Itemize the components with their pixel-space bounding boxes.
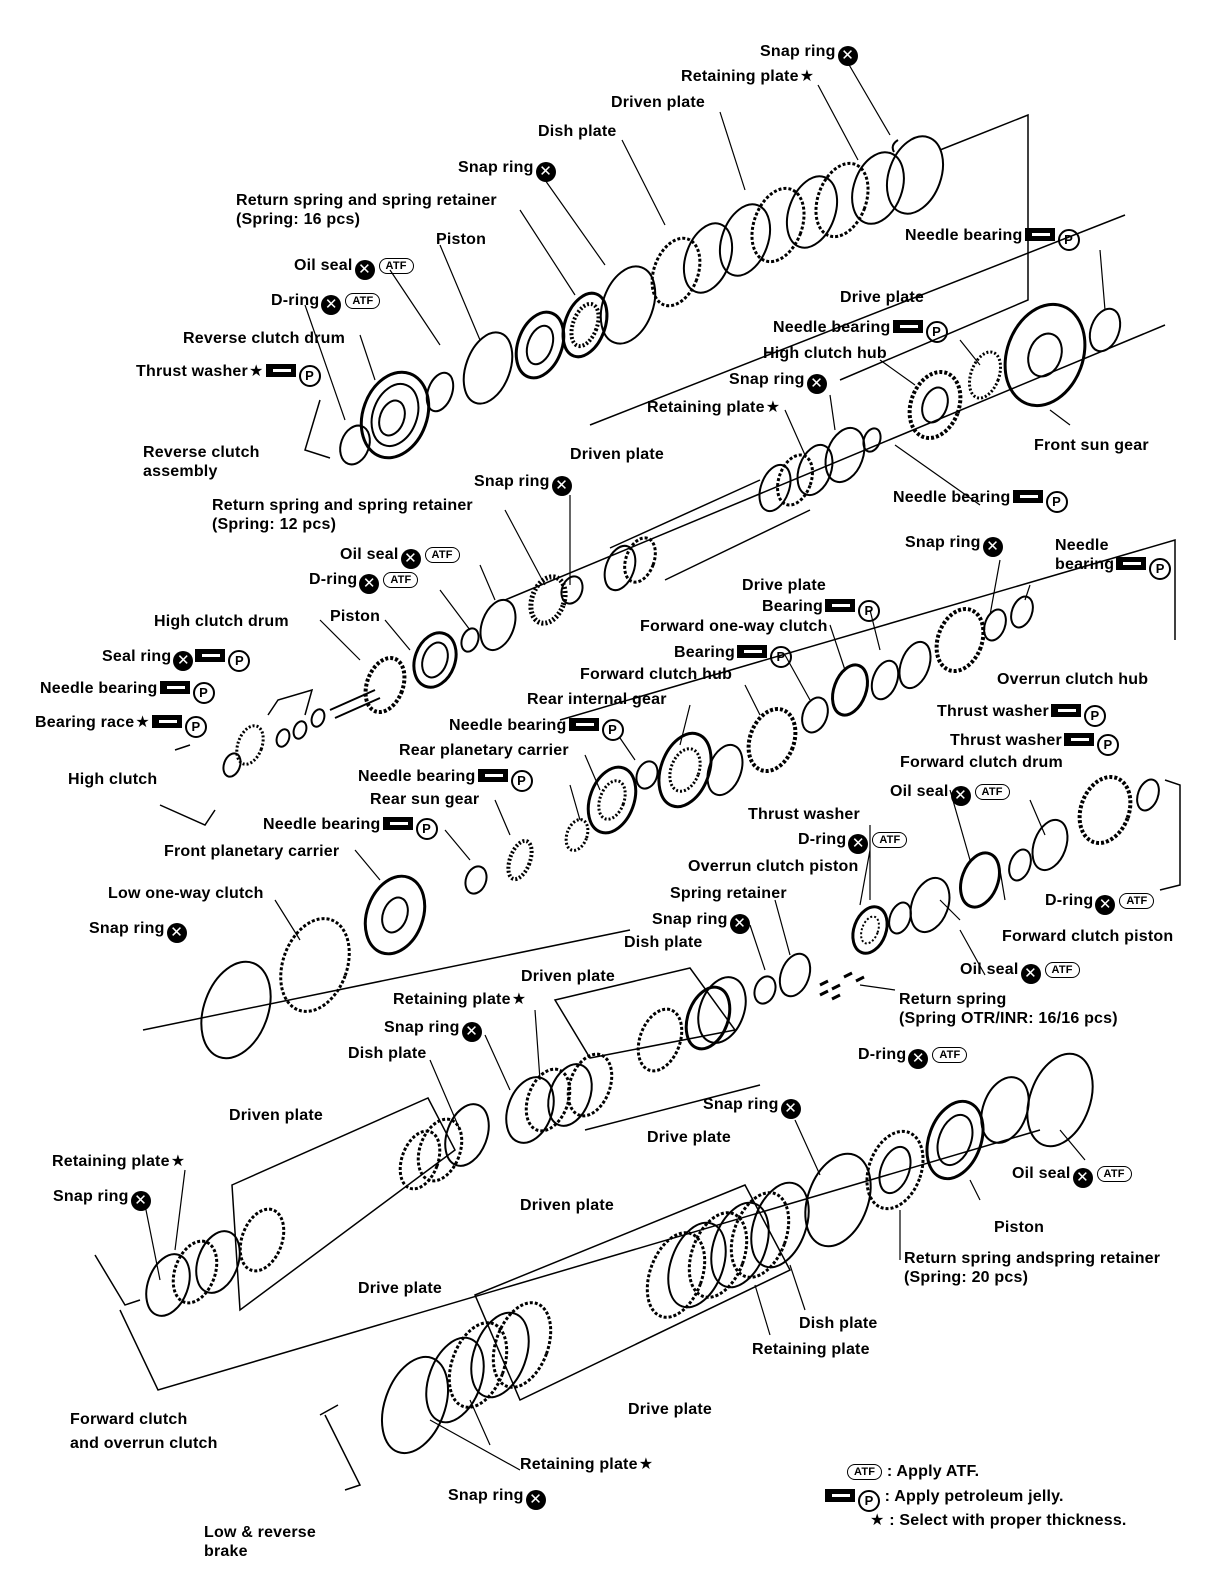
x-circle-icon: ✕ — [781, 1099, 801, 1119]
label-snap-ring-10: Snap ring ✕ — [53, 1187, 151, 1211]
label-oil-seal-4: Oil seal ✕ ATF — [960, 960, 1080, 984]
label-needle-bearing-8: Needle bearing P — [263, 815, 438, 840]
label-snap-ring-9: Snap ring ✕ — [703, 1095, 801, 1119]
label-overrun-clutch-piston: Overrun clutch piston — [688, 858, 859, 875]
x-circle-icon: ✕ — [401, 549, 421, 569]
circled-p-icon: P — [1097, 734, 1119, 756]
label-needle-bearing-3: Needle bearing P — [893, 488, 1068, 513]
label-needle-bearing-1: Needle bearing P — [905, 226, 1080, 251]
label-d-ring-1: D-ring ✕ ATF — [271, 291, 380, 315]
label-needle-bearing-2: Needle bearing P — [773, 318, 948, 343]
label-forward-overrun: Forward clutch and overrun clutch — [70, 1411, 218, 1452]
atf-oval-icon: ATF — [932, 1047, 967, 1063]
x-circle-icon: ✕ — [167, 923, 187, 943]
circled-p-icon: P — [858, 600, 880, 622]
label-thrust-washer-4: Thrust washer — [748, 806, 860, 823]
atf-oval-icon: ATF — [383, 572, 418, 588]
x-circle-icon: ✕ — [951, 786, 971, 806]
label-driven-plate-5: Driven plate — [520, 1197, 614, 1214]
label-reverse-clutch-drum: Reverse clutch drum — [183, 330, 346, 347]
atf-oval-icon: ATF — [1097, 1166, 1132, 1182]
petroleum-jelly-icon — [893, 320, 923, 333]
circled-p-icon: P — [185, 716, 207, 738]
label-snap-ring-2: Snap ring ✕ — [458, 158, 556, 182]
label-high-clutch: High clutch — [68, 771, 158, 788]
x-circle-icon: ✕ — [131, 1191, 151, 1211]
label-bearing-2: Bearing P — [674, 643, 792, 668]
label-dish-plate-4: Dish plate — [799, 1315, 878, 1332]
label-overrun-clutch-hub: Overrun clutch hub — [997, 671, 1149, 688]
label-piston-3: Piston — [994, 1219, 1045, 1236]
atf-oval-icon: ATF — [345, 293, 380, 309]
label-seal-ring: Seal ring ✕ P — [102, 647, 250, 672]
x-circle-icon: ✕ — [321, 295, 341, 315]
label-rear-internal-gear: Rear internal gear — [527, 691, 667, 708]
petroleum-jelly-icon — [152, 715, 182, 728]
label-forward-clutch-drum: Forward clutch drum — [900, 754, 1063, 771]
label-snap-ring-4: Snap ring ✕ — [474, 472, 572, 496]
petroleum-jelly-icon — [1051, 704, 1081, 717]
label-drive-plate-5: Drive plate — [628, 1401, 713, 1418]
label-thrust-washer-2: Thrust washer P — [937, 702, 1106, 727]
petroleum-jelly-icon — [160, 681, 190, 694]
label-drive-plate-1: Drive plate — [840, 289, 925, 306]
label-oil-seal-1: Oil seal ✕ ATF — [294, 256, 414, 280]
label-front-planetary-carrier: Front planetary carrier — [164, 843, 340, 860]
label-snap-ring-3: Snap ring ✕ — [729, 370, 827, 394]
label-snap-ring-6: Snap ring ✕ — [652, 910, 750, 934]
circled-p-icon: P — [511, 770, 533, 792]
atf-oval-icon: ATF — [1119, 893, 1154, 909]
label-drive-plate-3: Drive plate — [647, 1129, 732, 1146]
label-drive-plate-4: Drive plate — [358, 1280, 443, 1297]
circled-p-icon: P — [193, 682, 215, 704]
label-piston-2: Piston — [330, 608, 381, 625]
circled-p-icon: P — [1084, 705, 1106, 727]
label-snap-ring-top: Snap ring ✕ — [760, 42, 858, 66]
label-thrust-washer-3: Thrust washer P — [950, 731, 1119, 756]
label-snap-ring-5: Snap ring ✕ — [905, 533, 1003, 557]
atf-oval-icon: ATF — [872, 832, 907, 848]
label-retaining-plate-5: Retaining plate — [752, 1341, 870, 1358]
label-return-spring-16: Return spring and spring retainer (Spring: 16 pcs) — [236, 192, 497, 228]
x-circle-icon: ✕ — [730, 914, 750, 934]
x-circle-icon: ✕ — [536, 162, 556, 182]
petroleum-jelly-icon — [825, 1489, 855, 1502]
label-needle-bearing-5: Needle bearing P — [40, 679, 215, 704]
label-oil-seal-3: Oil seal ✕ ATF — [890, 782, 1010, 806]
label-needle-bearing-6: Needle bearing P — [449, 716, 624, 741]
x-circle-icon: ✕ — [355, 260, 375, 280]
label-piston-1: Piston — [436, 231, 487, 248]
label-needle-bearing-4: Needle bearing P — [1055, 536, 1171, 580]
label-snap-ring-8: Snap ring ✕ — [384, 1018, 482, 1042]
label-front-sun-gear: Front sun gear — [1034, 437, 1149, 454]
petroleum-jelly-icon — [569, 718, 599, 731]
label-d-ring-5: D-ring ✕ ATF — [858, 1045, 967, 1069]
x-circle-icon: ✕ — [173, 651, 193, 671]
label-dish-plate-2: Dish plate — [624, 934, 703, 951]
x-circle-icon: ✕ — [1095, 895, 1115, 915]
atf-oval-icon: ATF — [379, 258, 414, 274]
x-circle-icon: ✕ — [359, 574, 379, 594]
label-d-ring-3: D-ring ✕ ATF — [798, 830, 907, 854]
label-d-ring-2: D-ring ✕ ATF — [309, 570, 418, 594]
label-low-reverse: Low & reverse brake — [204, 1524, 316, 1560]
label-oil-seal-5: Oil seal ✕ ATF — [1012, 1164, 1132, 1188]
label-needle-bearing-7: Needle bearing P — [358, 767, 533, 792]
label-high-clutch-drum: High clutch drum — [154, 613, 289, 630]
label-low-one-way-clutch: Low one-way clutch — [108, 885, 264, 902]
petroleum-jelly-icon — [1116, 557, 1146, 570]
circled-p-icon: P — [770, 646, 792, 668]
label-rear-planetary-carrier: Rear planetary carrier — [399, 742, 569, 759]
label-reverse-clutch-assembly: Reverse clutch assembly — [143, 444, 260, 480]
atf-oval-icon: ATF — [425, 547, 460, 563]
label-return-spring-otr: Return spring (Spring OTR/INR: 16/16 pcs) — [899, 991, 1118, 1027]
label-dish-plate-top: Dish plate — [538, 123, 617, 140]
label-high-clutch-hub: High clutch hub — [763, 345, 887, 362]
label-rear-sun-gear: Rear sun gear — [370, 791, 480, 808]
circled-p-icon: P — [228, 650, 250, 672]
circled-p-icon: P — [416, 818, 438, 840]
x-circle-icon: ✕ — [848, 834, 868, 854]
circled-p-icon: P — [858, 1490, 880, 1512]
petroleum-jelly-icon — [1064, 733, 1094, 746]
atf-oval-icon: ATF — [847, 1464, 882, 1480]
label-oil-seal-2: Oil seal ✕ ATF — [340, 545, 460, 569]
label-return-spring-12: Return spring and spring retainer (Spring: 12 pcs) — [212, 497, 473, 533]
x-circle-icon: ✕ — [526, 1490, 546, 1510]
legend-atf: ATF : Apply ATF. — [843, 1462, 979, 1481]
label-retaining-plate-4: Retaining plate★ — [52, 1153, 186, 1170]
petroleum-jelly-icon — [478, 769, 508, 782]
circled-p-icon: P — [1058, 229, 1080, 251]
label-forward-one-way-clutch: Forward one-way clutch — [640, 618, 828, 635]
label-thrust-washer-1: Thrust washer★ P — [136, 362, 321, 387]
label-forward-clutch-piston: Forward clutch piston — [1002, 928, 1174, 945]
label-retaining-plate-6: Retaining plate★ — [520, 1456, 654, 1473]
label-driven-plate-top: Driven plate — [611, 94, 705, 111]
petroleum-jelly-icon — [383, 817, 413, 830]
petroleum-jelly-icon — [737, 645, 767, 658]
x-circle-icon: ✕ — [908, 1049, 928, 1069]
label-bearing-1: Bearing P — [762, 597, 880, 622]
petroleum-jelly-icon — [1025, 228, 1055, 241]
legend-star: ★ : Select with proper thickness. — [870, 1512, 1127, 1529]
x-circle-icon: ✕ — [838, 46, 858, 66]
label-dish-plate-3: Dish plate — [348, 1045, 427, 1062]
circled-p-icon: P — [926, 321, 948, 343]
label-retaining-plate-top: Retaining plate★ — [681, 68, 815, 85]
atf-oval-icon: ATF — [975, 784, 1010, 800]
x-circle-icon: ✕ — [807, 374, 827, 394]
x-circle-icon: ✕ — [983, 537, 1003, 557]
label-forward-clutch-hub: Forward clutch hub — [580, 666, 733, 683]
petroleum-jelly-icon — [195, 649, 225, 662]
label-bearing-race: Bearing race★ P — [35, 713, 207, 738]
circled-p-icon: P — [299, 365, 321, 387]
label-snap-ring-11: Snap ring ✕ — [448, 1486, 546, 1510]
x-circle-icon: ✕ — [462, 1022, 482, 1042]
atf-oval-icon: ATF — [1045, 962, 1080, 978]
label-return-spring-20: Return spring andspring retainer (Spring: 20 pcs) — [904, 1250, 1161, 1286]
label-d-ring-4: D-ring ✕ ATF — [1045, 891, 1154, 915]
legend-jelly: P : Apply petroleum jelly. — [823, 1487, 1064, 1512]
label-driven-plate-3: Driven plate — [521, 968, 615, 985]
x-circle-icon: ✕ — [552, 476, 572, 496]
label-spring-retainer: Spring retainer — [670, 885, 787, 902]
circled-p-icon: P — [1149, 558, 1171, 580]
label-retaining-plate-2: Retaining plate★ — [647, 399, 781, 416]
petroleum-jelly-icon — [825, 599, 855, 612]
petroleum-jelly-icon — [266, 364, 296, 377]
label-drive-plate-2: Drive plate — [742, 577, 827, 594]
label-retaining-plate-3: Retaining plate★ — [393, 991, 527, 1008]
label-driven-plate-2: Driven plate — [570, 446, 664, 463]
x-circle-icon: ✕ — [1021, 964, 1041, 984]
label-driven-plate-4: Driven plate — [229, 1107, 323, 1124]
petroleum-jelly-icon — [1013, 490, 1043, 503]
label-snap-ring-7: Snap ring ✕ — [89, 919, 187, 943]
circled-p-icon: P — [1046, 491, 1068, 513]
x-circle-icon: ✕ — [1073, 1168, 1093, 1188]
circled-p-icon: P — [602, 719, 624, 741]
